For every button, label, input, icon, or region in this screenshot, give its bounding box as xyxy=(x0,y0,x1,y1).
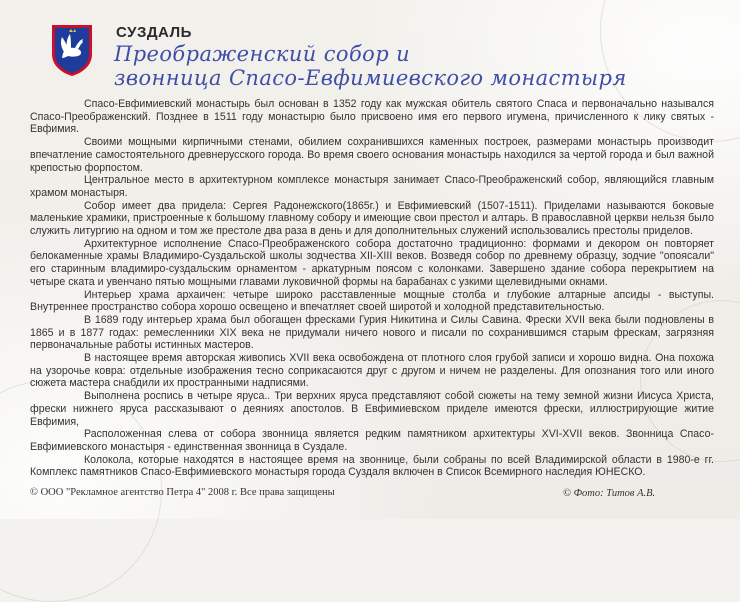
paragraph: Архитектурное исполнение Спасо-Преображенского собора достаточно традиционно: формами и декором он повторяет белокаменные храмы Владимиро-Суздальской школы зодчества XII-XIII веков. Возведя собор по древнему образцу, зодчие "опоясали" его старинным владимиро-суздальским орнаментом - аркатурным поясом с колонками. Завершено здание собора перекрытием на четыре ската и увенчано пятью мощными главами луковичной формы на барабанах с узкими щелевидными окнами. xyxy=(30,237,714,288)
title-line: звонница Спасо-Евфимиевского монастыря xyxy=(114,66,627,90)
page-title xyxy=(114,42,714,90)
paragraph: Спасо-Евфимиевский монастырь был основан в 1352 году как мужская обитель святого Спаса и первоначально назывался Спасо-Преображенский. Позднее в 1511 году монастырю было присвоено имя его первого игумена, причисленного к лику святых - Евфимия. xyxy=(30,98,714,136)
paragraph: Центральное место в архитектурном комплексе монастыря занимает Спасо-Преображенский собор, являющийся главным храмом монастыря. xyxy=(30,174,714,199)
paragraph: Расположенная слева от собора звонница является редким памятником архитектуры XVI-XVII веков. Звонница Спасо-Евфимиевского монастыря - единственная звонница в Суздале. xyxy=(30,428,714,453)
paragraph: Выполнена роспись в четыре яруса.. Три верхних яруса представляют собой сюжеты на тему земной жизни Иисуса Христа, фрески нижнего яруса рассказывают о деяниях апостолов. В Евфимиевском приделе имеются фрески, иллюстрирующие житие Евфимия, xyxy=(30,390,714,428)
paragraph: Колокола, которые находятся в настоящее время на звоннице, были собраны по всей Владимирской области в 1980-е гг. Комплекс памятников Спасо-Евфимиевского монастыря города Суздаля включен в Список Всемирного наследия ЮНЕСКО. xyxy=(30,453,714,479)
paragraph: В 1689 году интерьер храма был обогащен фресками Гурия Никитина и Силы Савина. Фрески XVII века были подновлены в 1865 и в 1877 годах: ремесленники XIX века не придумали ничего нового и писали по сохранившимся старым фрескам, загрязняя первоначальные работы истинных мастеров. xyxy=(30,313,714,352)
copyright-notice: © ООО "Рекламное агентство Петра 4" 2008 г. Все права защищены xyxy=(30,487,335,498)
paragraph: В настоящее время авторская живопись XVII века освобождена от плотного слоя грубой записи и хорошо видна. Она похожа на узорочье ковра: отдельные изображения тесно соприкасаются друг с другом и ничем не разделены. Для опознания того или иного сюжета мастера снабдили их пространными надписями. xyxy=(30,352,714,390)
paragraph: Интерьер храма архаичен: четыре широко расставленные мощные столба и глубокие алтарные апсиды - выступы. Внутреннее пространство собора хорошо освещено и впечатляет своей широтой и холодной представительностью. xyxy=(30,288,714,314)
article-text xyxy=(30,98,714,479)
title-line: Преображенский собор и xyxy=(114,42,411,66)
paragraph: Собор имеет два придела: Сергея Радонежского(1865г.) и Евфимиевский (1507-1511). Приделами называются боковые маленькие храмики, пристроенные к большому главному собору и имеющие свои престол и алтарь. В православной церкви нельзя было служить литургию на одном и том же престоле два раза в день и для дополнительных служений использовались престолы приделов. xyxy=(30,199,714,238)
city-name: СУЗДАЛЬ xyxy=(116,24,192,41)
photo-credit: © Фото: Титов А.В. xyxy=(563,488,656,499)
suzdal-coat-of-arms-icon xyxy=(49,22,95,78)
paragraph: Своими мощными кирпичными стенами, обилием сохранившихся каменных построек, размерами монастырь производит впечатление самостоятельного древнерусского города. Во время своего основания монастырь находился за чертой города и был важной крепостью форпостом. xyxy=(30,136,714,174)
